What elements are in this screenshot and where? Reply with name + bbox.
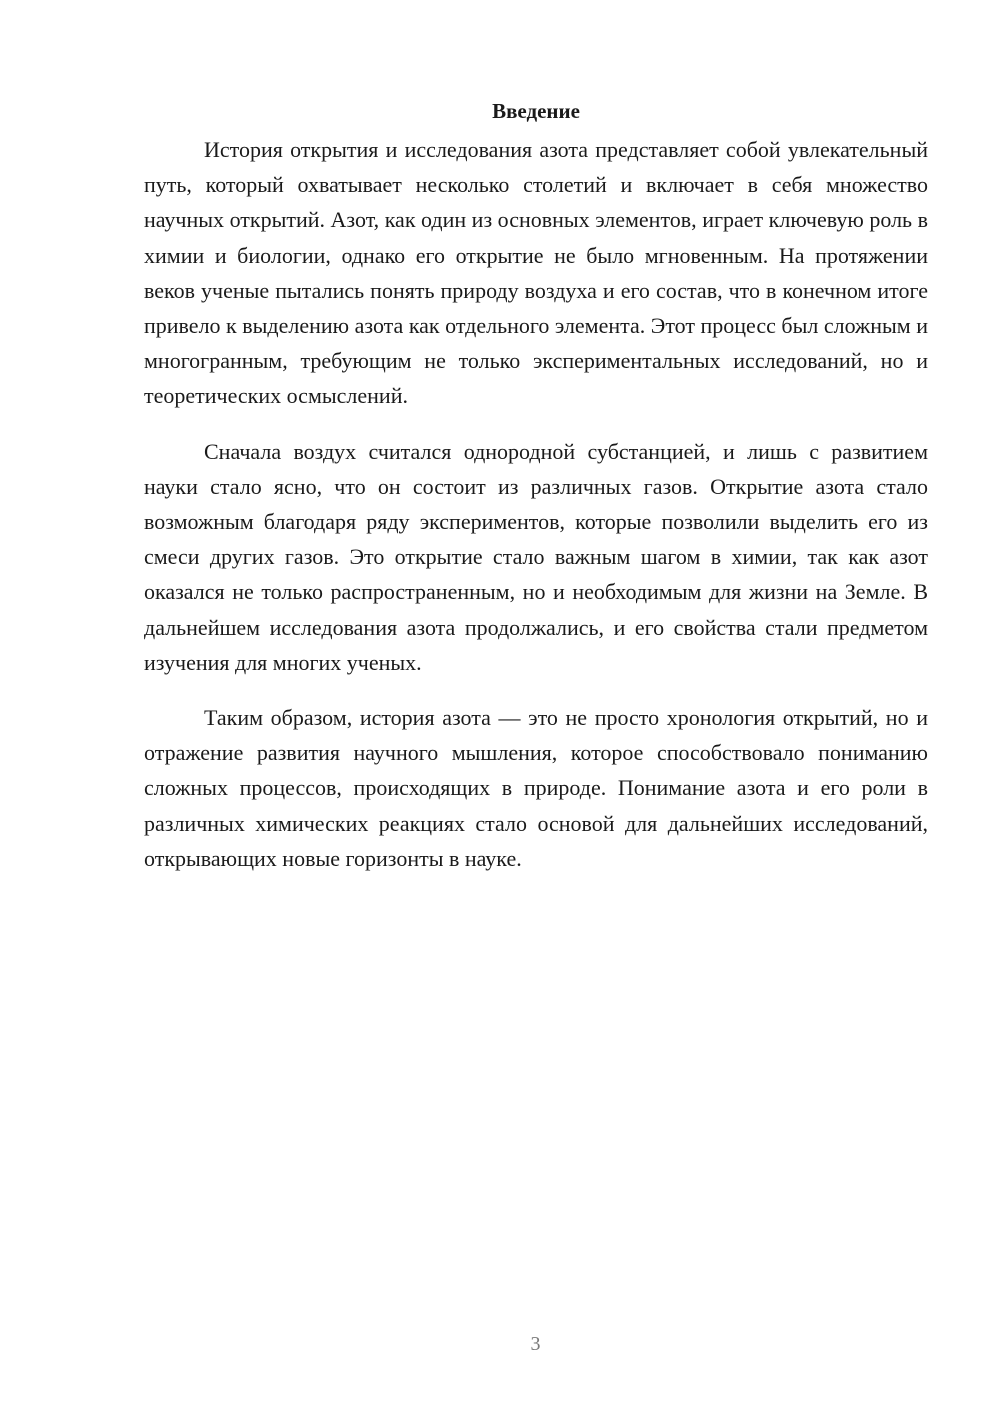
- paragraph-2: Сначала воздух считался однородной субстанцией, и лишь с развитием науки стало ясно, что он состоит из различных газов. Открытие азота стало возможным благодаря ряду экспериментов, которые позволили выделить его из смеси других газов. Это открытие стало важным шагом в химии, так как азот оказался не только распространенным, но и необходимым для жизни на Земле. В дальнейшем исследования азота продолжались, и его свойства стали предметом изучения для многих ученых.: [144, 438, 928, 675]
- section-title: Введение: [492, 99, 580, 123]
- paragraph-3: Таким образом, история азота — это не просто хронология открытий, но и отражение развития научного мышления, которое способствовало пониманию сложных процессов, происходящих в природе. Понимание азота и его роли в различных химических реакциях стало основой для дальнейших исследований, открывающих новые горизонты в науке.: [144, 705, 928, 871]
- page-content: [144, 96, 928, 896]
- paragraph-1: История открытия и исследования азота представляет собой увлекательный путь, который охватывает несколько столетий и включает в себя множество научных открытий. Азот, как один из основных элементов, играет ключевую роль в химии и биологии, однако его открытие не было мгновенным. На протяжении веков ученые пытались понять природу воздуха и его состав, что в конечном итоге привело к выделению азота как отдельного элемента. Этот процесс был сложным и многогранным, требующим не только экспериментальных исследований, но и теоретических осмыслений.: [144, 137, 928, 409]
- page-number: 3: [530, 1333, 541, 1355]
